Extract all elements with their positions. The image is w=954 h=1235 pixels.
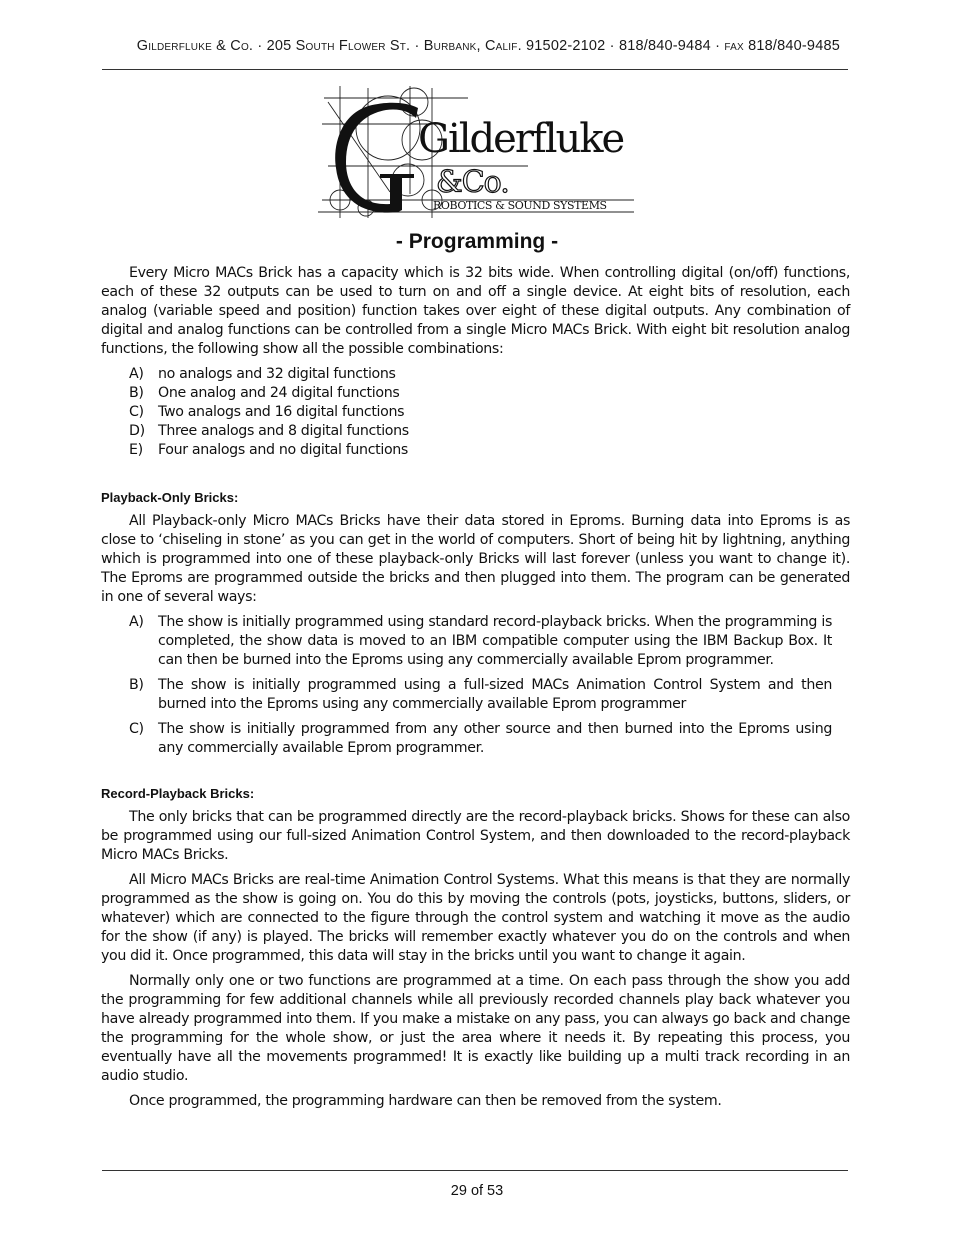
record-paragraph: Normally only one or two functions are programmed at a time. On each pass through the show you add the programming for few additional channels while all previously recorded channels play back whatever you have already programmed into them. If you make a mistake on any pass, you can always go back and change the programming for the whole show, or just the area where it needs it. By repeating this process, you eventually have all the movements programmed! It is exactly like building up a multi track recording in an audio studio.	[101, 973, 850, 1084]
street-address: 205 South Flower St.	[266, 38, 411, 54]
list-letter: A)	[129, 366, 144, 382]
company-name: Gilderfluke & Co.	[136, 38, 254, 54]
list-item	[129, 403, 850, 422]
record-heading: Record-Playback Bricks:	[101, 786, 255, 801]
record-paragraph: All Micro MACs Bricks are real-time Animation Control Systems. What this means is that they are normally programmed as the show is going on. You do this by moving the controls (pots, joysticks, buttons, sliders, or whatever) which are connected to the figure through the control system and watching it move as the audio for the show (if any) is played. The bricks will remember exactly whatever you do on the controls and when you did it. Once programmed, this data will stay in the bricks until you want to change it again.	[101, 872, 850, 964]
list-letter: D)	[129, 423, 145, 439]
intro-paragraph: Every Micro MACs Brick has a capacity which is 32 bits wide. When controlling digital (on/off) functions, each of these 32 outputs can be used to turn on and off a single device. At eight bits of resolution, each analog (variable speed and position) function takes over eight of these digital outputs. Any combination of digital and analog functions can be controlled from a single Micro MACs Brick. With eight bit resolution analog functions, the following show all the possible combinations:	[101, 265, 850, 357]
list-item	[129, 613, 832, 670]
record-paragraph: The only bricks that can be programmed directly are the record-playback bricks. Shows for these can also be programmed using our full-sized Animation Control System, and then downloaded to the record-playback Micro MACs Bricks.	[101, 809, 850, 863]
fax-number: 818/840-9485	[748, 38, 840, 54]
record-paragraph: Once programmed, the programming hardware can then be removed from the system.	[129, 1093, 722, 1109]
list-item	[129, 720, 832, 758]
document-body	[101, 264, 850, 1117]
list-text: The show is initially programmed using a full-sized MACs Animation Control System and then burned into the Eproms using any commercially available Eprom programmer	[158, 677, 832, 712]
list-text: The show is initially programmed from any other source and then burned into the Eproms using any commercially available Eprom programmer.	[158, 721, 832, 756]
logo-co: &Co.	[436, 165, 509, 200]
list-text: The show is initially programmed using standard record-playback bricks. When the programming is completed, the show data is moved to an IBM compatible computer using the IBM Backup Box. It can then be burned into the Eproms using any commercially available Eprom programmer.	[158, 614, 832, 668]
page-number: 29 of 53	[450, 1183, 504, 1199]
list-item	[129, 365, 850, 384]
list-item	[129, 676, 832, 714]
list-letter: B)	[129, 385, 144, 401]
list-letter: B)	[129, 677, 144, 693]
separator: ·	[605, 38, 619, 54]
list-letter: A)	[129, 614, 144, 630]
fax-label: fax	[724, 38, 744, 54]
city-address: Burbank, Calif. 91502-2102	[423, 38, 606, 54]
list-text: Four analogs and no digital functions	[158, 442, 408, 458]
list-text: One analog and 24 digital functions	[158, 385, 400, 401]
list-item	[129, 441, 850, 460]
logo-name: Gilderfluke	[418, 116, 624, 162]
logo-tagline: ROBOTICS & SOUND SYSTEMS	[433, 199, 607, 212]
playback-paragraph: All Playback-only Micro MACs Bricks have their data stored in Eproms. Burning data into Eproms is as close to ‘chiseling in stone’ as you can get in the world of computers. Short of being hit by lightning, anything which is programmed into one of these playback-only Bricks will last forever (unless you want to change it). The Eproms are programmed outside the bricks and then plugged into them. The program can be generated in one of several ways:	[101, 513, 850, 605]
playback-methods-list	[129, 613, 832, 758]
footer-divider	[102, 1170, 848, 1171]
list-item	[129, 384, 850, 403]
list-text: Three analogs and 8 digital functions	[158, 423, 409, 439]
separator: ·	[410, 38, 424, 54]
list-item	[129, 422, 850, 441]
list-text: Two analogs and 16 digital functions	[158, 404, 405, 420]
list-text: no analogs and 32 digital functions	[158, 366, 396, 382]
playback-heading: Playback-Only Bricks:	[101, 490, 239, 505]
list-letter: E)	[129, 442, 143, 458]
list-letter: C)	[129, 721, 144, 737]
combination-list	[129, 365, 850, 460]
page-header	[60, 38, 840, 54]
separator: ·	[710, 38, 725, 54]
list-letter: C)	[129, 404, 144, 420]
phone-number: 818/840-9484	[618, 38, 711, 54]
page-title: - Programming -	[395, 230, 559, 253]
gilderfluke-logo	[318, 84, 638, 224]
separator: ·	[253, 38, 267, 54]
header-divider	[102, 69, 848, 70]
